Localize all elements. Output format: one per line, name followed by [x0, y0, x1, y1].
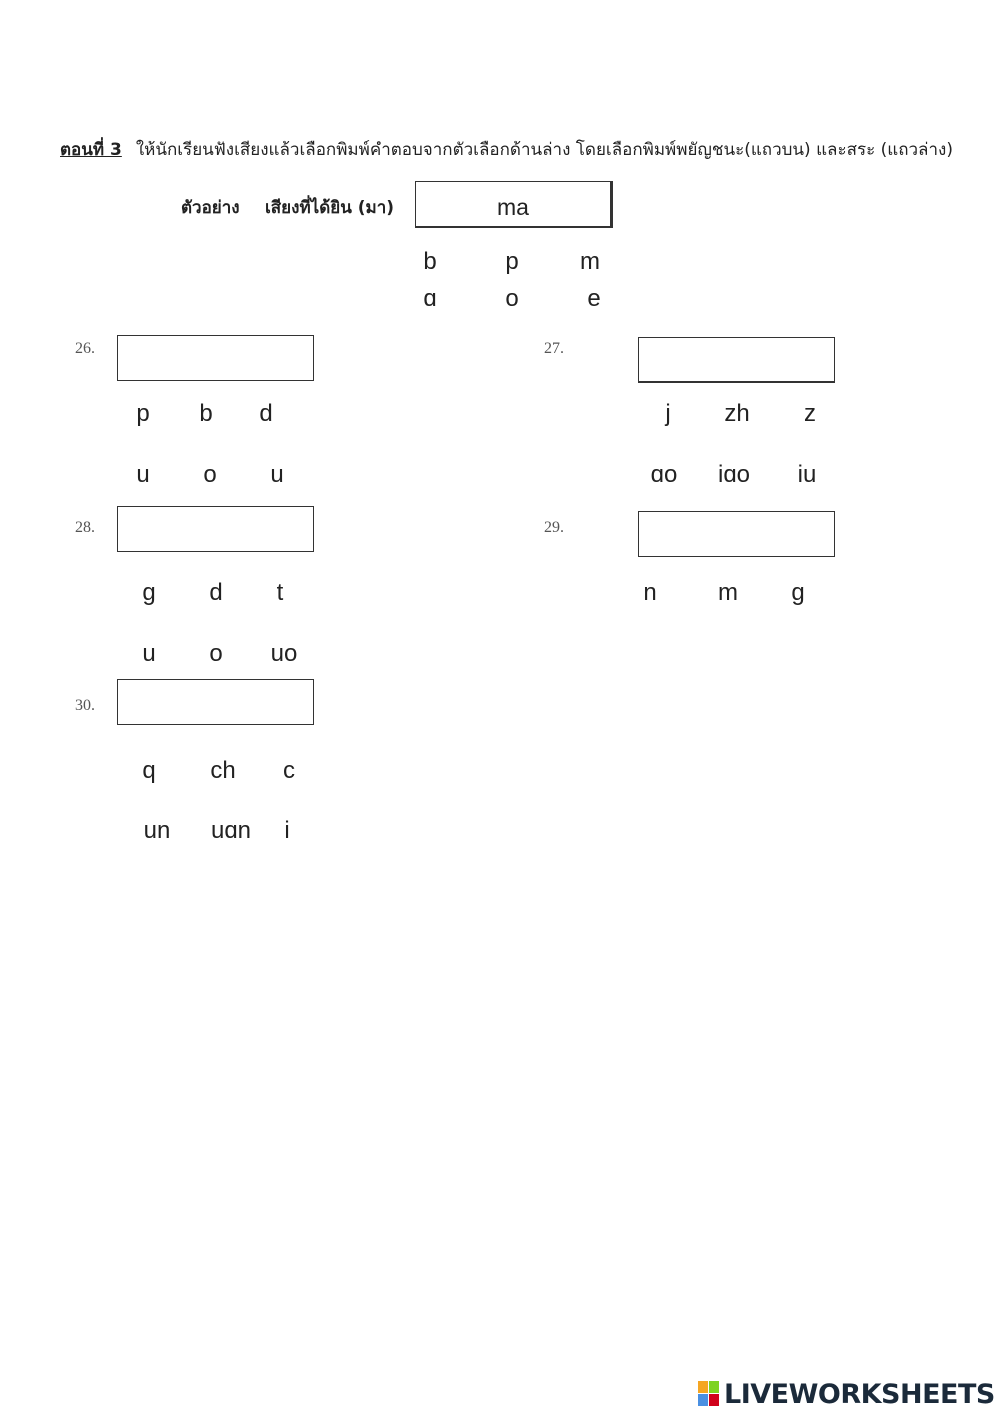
consonant-option: zh	[724, 400, 750, 427]
consonant-option: j	[665, 400, 671, 427]
question-number-28: 28.	[75, 519, 95, 536]
vowel-option: u	[270, 461, 284, 488]
example-vowel: e	[587, 285, 601, 312]
logo-text: LIVEWORKSHEETS	[724, 1378, 995, 1410]
vowel-option: u	[142, 640, 156, 667]
consonant-option: d	[259, 400, 273, 427]
consonant-option: p	[136, 400, 150, 427]
example-vowel: o	[505, 285, 519, 312]
example-consonant: p	[505, 248, 519, 275]
question-number-27: 27.	[544, 340, 564, 357]
example-answer-box	[415, 181, 613, 228]
answer-input-26[interactable]	[117, 335, 314, 381]
example-answer: ma	[497, 194, 529, 220]
instruction-heading: ตอนที่ 3	[60, 140, 122, 160]
vowel-option: uo	[270, 640, 298, 667]
vowel-option: iu	[797, 461, 817, 488]
consonant-option: q	[142, 757, 156, 784]
example-vowel: ɑ	[423, 285, 437, 312]
consonant-option: z	[804, 400, 816, 427]
consonant-option: g	[142, 579, 156, 606]
example-consonant: b	[423, 248, 437, 275]
question-number-30: 30.	[75, 697, 95, 714]
vowel-option: uɑn	[210, 817, 252, 844]
vowel-option: o	[203, 461, 217, 488]
example-label: ตัวอย่าง	[181, 198, 240, 218]
question-number-26: 26.	[75, 340, 95, 357]
vowel-option: iɑo	[717, 461, 751, 488]
answer-input-28[interactable]	[117, 506, 314, 552]
consonant-option: d	[209, 579, 223, 606]
consonant-option: m	[718, 579, 738, 606]
consonant-option: ch	[210, 757, 236, 784]
vowel-option: u	[136, 461, 150, 488]
answer-input-27[interactable]	[638, 337, 835, 383]
example-heard-label: เสียงที่ได้ยิน (มา)	[265, 198, 395, 218]
instruction-text: ให้นักเรียนฟังเสียงแล้วเลือกพิมพ์คำตอบจากตัวเลือกด้านล่าง โดยเลือกพิมพ์พยัญชนะ(แถวบน) และสระ (แถวล่าง)	[135, 140, 953, 160]
vowel-option: un	[143, 817, 171, 844]
liveworksheets-logo-icon	[698, 1381, 720, 1407]
consonant-option: t	[276, 579, 284, 606]
consonant-option: n	[643, 579, 657, 606]
instruction	[60, 136, 953, 163]
consonant-option: c	[283, 757, 295, 784]
answer-input-29[interactable]	[638, 511, 835, 557]
consonant-option: g	[791, 579, 805, 606]
vowel-option: ɑo	[650, 461, 678, 488]
question-number-29: 29.	[544, 519, 564, 536]
consonant-option: b	[199, 400, 213, 427]
vowel-option: o	[209, 640, 223, 667]
liveworksheets-logo[interactable]	[698, 1378, 995, 1410]
example-consonant: m	[580, 248, 600, 275]
vowel-option: i	[284, 817, 290, 844]
answer-input-30[interactable]	[117, 679, 314, 725]
